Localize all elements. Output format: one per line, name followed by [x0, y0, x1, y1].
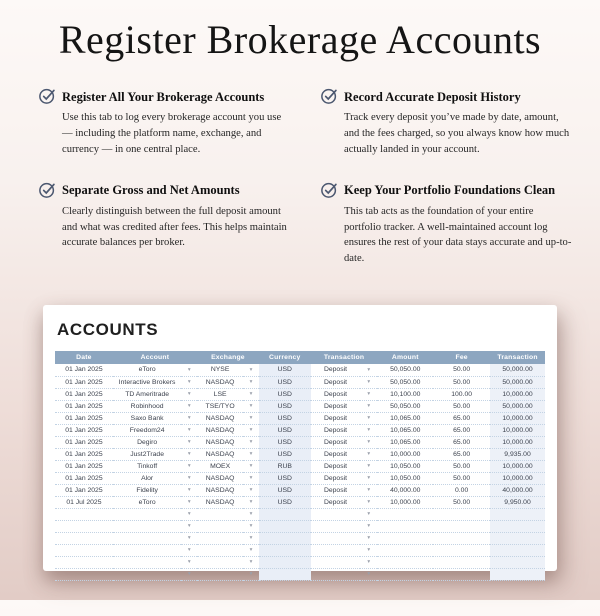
table-row	[55, 376, 545, 388]
table-row	[55, 400, 545, 412]
dropdown-arrow-icon[interactable]: ▾	[367, 571, 371, 578]
table-row	[55, 412, 545, 424]
cell-transaction[interactable]: Deposit	[323, 486, 347, 494]
dropdown-arrow-icon[interactable]: ▾	[367, 487, 371, 494]
cell-currency[interactable]	[259, 508, 311, 520]
column-header-date: Date	[55, 351, 113, 364]
cell-amount[interactable]	[377, 532, 433, 544]
cell-date[interactable]: 01 Jan 2025	[65, 378, 103, 386]
dropdown-arrow-icon[interactable]: ▾	[187, 559, 191, 566]
cell-amount[interactable]	[377, 544, 433, 556]
cell-fee[interactable]: 50.00	[453, 474, 471, 482]
cell-currency[interactable]: USD	[259, 448, 311, 460]
feature-header	[320, 183, 572, 199]
dropdown-arrow-icon[interactable]: ▾	[367, 439, 371, 446]
dropdown-arrow-icon[interactable]: ▾	[249, 499, 253, 506]
feature-header	[38, 89, 290, 105]
cell-exchange[interactable]	[197, 532, 243, 544]
feature-clean-foundations	[320, 183, 572, 268]
cell-fee[interactable]: 0.00	[455, 486, 469, 494]
cell-account[interactable]: Robinhood	[130, 402, 164, 410]
dropdown-arrow-icon[interactable]: ▾	[249, 403, 253, 410]
column-header-currency: Currency	[259, 351, 311, 364]
dropdown-arrow-icon[interactable]: ▾	[249, 571, 253, 578]
cell-net[interactable]: 9,935.00	[490, 448, 545, 460]
cell-account[interactable]: Fidelity	[136, 486, 158, 494]
cell-account[interactable]: Just2Trade	[130, 450, 164, 458]
cell-fee[interactable]	[433, 556, 490, 568]
cell-date[interactable]: 01 Jan 2025	[65, 366, 103, 374]
table-row	[55, 568, 545, 580]
dropdown-arrow-icon[interactable]: ▾	[187, 451, 191, 458]
cell-account[interactable]: Saxo Bank	[130, 414, 164, 422]
cell-date[interactable]: 01 Jan 2025	[65, 462, 103, 470]
accounts-section-title: ACCOUNTS	[57, 320, 159, 340]
accounts-table-header	[55, 351, 545, 364]
cell-account[interactable]: Freedom24	[129, 426, 165, 434]
dropdown-arrow-icon[interactable]: ▾	[187, 379, 191, 386]
cell-transaction[interactable]	[311, 532, 360, 544]
dropdown-arrow-icon[interactable]: ▾	[249, 427, 253, 434]
cell-amount[interactable]: 10,065.00	[390, 438, 421, 446]
feature-gross-net	[38, 183, 290, 268]
dropdown-arrow-icon[interactable]: ▾	[367, 523, 371, 530]
cell-date[interactable]: 01 Jan 2025	[65, 486, 103, 494]
dropdown-arrow-icon[interactable]: ▾	[367, 391, 371, 398]
page-title: Register Brokerage Accounts	[58, 17, 542, 62]
cell-date[interactable]: 01 Jan 2025	[65, 474, 103, 482]
cell-net[interactable]	[490, 556, 545, 568]
table-row	[55, 508, 545, 520]
dropdown-arrow-icon[interactable]: ▾	[367, 379, 371, 386]
cell-currency[interactable]: USD	[259, 412, 311, 424]
dropdown-arrow-icon[interactable]: ▾	[367, 511, 371, 518]
cell-fee[interactable]: 50.00	[453, 378, 471, 386]
table-row	[55, 472, 545, 484]
dropdown-arrow-icon[interactable]: ▾	[187, 535, 191, 542]
dropdown-arrow-icon[interactable]: ▾	[187, 571, 191, 578]
cell-date[interactable]	[55, 532, 113, 544]
header-row	[55, 351, 545, 364]
dropdown-arrow-icon[interactable]: ▾	[249, 547, 253, 554]
feature-body: Track every deposit you’ve made by date, amount, and the fees charged, so you always know how much actually landed in your account.	[344, 112, 570, 155]
cell-exchange[interactable]	[197, 568, 243, 580]
cell-net[interactable]: 10,000.00	[490, 460, 545, 472]
column-header-amount: Amount	[377, 351, 433, 364]
column-header-transaction-net: Transaction	[490, 351, 545, 364]
dropdown-arrow-icon[interactable]: ▾	[187, 547, 191, 554]
table-row	[55, 460, 545, 472]
dropdown-arrow-icon[interactable]: ▾	[187, 403, 191, 410]
cell-exchange[interactable]: NASDAQ	[205, 378, 235, 386]
dropdown-arrow-icon[interactable]: ▾	[367, 415, 371, 422]
dropdown-arrow-icon[interactable]: ▾	[249, 391, 253, 398]
cell-account[interactable]	[113, 520, 182, 532]
cell-exchange[interactable]: NASDAQ	[205, 498, 235, 506]
table-row	[55, 556, 545, 568]
cell-net[interactable]	[490, 544, 545, 556]
cell-exchange[interactable]: MOEX	[210, 462, 231, 470]
cell-amount[interactable]	[377, 556, 433, 568]
cell-transaction[interactable]: Deposit	[323, 366, 347, 374]
cell-date[interactable]: 01 Jan 2025	[65, 438, 103, 446]
feature-register-accounts	[38, 89, 290, 158]
cell-amount[interactable]: 10,065.00	[390, 426, 421, 434]
cell-transaction[interactable]: Deposit	[323, 498, 347, 506]
cell-amount[interactable]: 10,000.00	[390, 450, 421, 458]
dropdown-arrow-icon[interactable]: ▾	[249, 475, 253, 482]
column-header-account: Account	[113, 351, 197, 364]
cell-account[interactable]: eToro	[138, 498, 156, 506]
cell-currency[interactable]	[259, 544, 311, 556]
dropdown-arrow-icon[interactable]: ▾	[367, 559, 371, 566]
cell-account[interactable]: TD Ameritrade	[125, 390, 170, 398]
table-row	[55, 484, 545, 496]
dropdown-arrow-icon[interactable]: ▾	[249, 379, 253, 386]
table-row	[55, 544, 545, 556]
dropdown-arrow-icon[interactable]: ▾	[249, 535, 253, 542]
cell-date[interactable]: 01 Jan 2025	[65, 450, 103, 458]
cell-currency[interactable]	[259, 520, 311, 532]
cell-exchange[interactable]: NYSE	[210, 366, 230, 374]
cell-exchange[interactable]	[197, 520, 243, 532]
cell-currency[interactable]: USD	[259, 364, 311, 376]
cell-date[interactable]: 01 Jan 2025	[65, 390, 103, 398]
cell-exchange[interactable]: NASDAQ	[205, 414, 235, 422]
dropdown-arrow-icon[interactable]: ▾	[187, 511, 191, 518]
dropdown-arrow-icon[interactable]: ▾	[187, 463, 191, 470]
cell-exchange[interactable]	[197, 508, 243, 520]
cell-currency[interactable]: RUB	[259, 460, 311, 472]
cell-fee[interactable]: 100.00	[451, 390, 473, 398]
cell-fee[interactable]: 50.00	[453, 498, 471, 506]
cell-exchange[interactable]: NASDAQ	[205, 486, 235, 494]
cell-net[interactable]: 10,000.00	[490, 388, 545, 400]
dropdown-arrow-icon[interactable]: ▾	[187, 523, 191, 530]
dropdown-arrow-icon[interactable]: ▾	[367, 535, 371, 542]
cell-net[interactable]: 9,950.00	[490, 496, 545, 508]
table-row	[55, 448, 545, 460]
table-row	[55, 388, 545, 400]
check-circle-icon	[38, 87, 56, 105]
cell-account[interactable]	[113, 556, 182, 568]
cell-net[interactable]: 50,000.00	[490, 400, 545, 412]
check-circle-icon	[38, 181, 56, 199]
dropdown-arrow-icon[interactable]: ▾	[249, 463, 253, 470]
cell-fee[interactable]: 65.00	[453, 450, 471, 458]
table-row	[55, 436, 545, 448]
cell-net[interactable]: 10,000.00	[490, 424, 545, 436]
cell-exchange[interactable]	[197, 544, 243, 556]
cell-transaction[interactable]: Deposit	[323, 378, 347, 386]
cell-transaction[interactable]: Deposit	[323, 426, 347, 434]
cell-date[interactable]: 01 Jan 2025	[65, 414, 103, 422]
dropdown-arrow-icon[interactable]: ▾	[249, 559, 253, 566]
cell-transaction[interactable]: Deposit	[323, 438, 347, 446]
dropdown-arrow-icon[interactable]: ▾	[249, 451, 253, 458]
cell-currency[interactable]: USD	[259, 472, 311, 484]
cell-date[interactable]	[55, 508, 113, 520]
accounts-table-body	[55, 364, 545, 580]
cell-date[interactable]	[55, 544, 113, 556]
dropdown-arrow-icon[interactable]: ▾	[187, 427, 191, 434]
table-row	[55, 364, 545, 376]
cell-account[interactable]	[113, 568, 182, 580]
dropdown-arrow-icon[interactable]: ▾	[249, 523, 253, 530]
cell-net[interactable]: 10,000.00	[490, 436, 545, 448]
cell-fee[interactable]: 50.00	[453, 462, 471, 470]
dropdown-arrow-icon[interactable]: ▾	[187, 499, 191, 506]
cell-account[interactable]	[113, 532, 182, 544]
cell-date[interactable]	[55, 556, 113, 568]
cell-transaction[interactable]: Deposit	[323, 450, 347, 458]
feature-header	[38, 183, 290, 199]
cell-fee[interactable]: 65.00	[453, 426, 471, 434]
check-circle-icon	[320, 181, 338, 199]
cell-amount[interactable]: 10,050.00	[390, 462, 421, 470]
cell-amount[interactable]	[377, 508, 433, 520]
dropdown-arrow-icon[interactable]: ▾	[367, 547, 371, 554]
feature-deposit-history	[320, 89, 572, 158]
dropdown-arrow-icon[interactable]: ▾	[249, 366, 253, 373]
cell-exchange[interactable]: NASDAQ	[205, 438, 235, 446]
cell-account[interactable]: eToro	[138, 366, 156, 374]
cell-exchange[interactable]: NASDAQ	[205, 426, 235, 434]
cell-net[interactable]: 50,000.00	[490, 376, 545, 388]
cell-fee[interactable]	[433, 520, 490, 532]
dropdown-arrow-icon[interactable]: ▾	[187, 439, 191, 446]
feature-title: Register All Your Brokerage Accounts	[62, 89, 265, 104]
cell-net[interactable]	[490, 568, 545, 580]
feature-body: Use this tab to log every brokerage account you use — including the platform name, exchange, and currency — in one central place.	[62, 112, 282, 155]
cell-net[interactable]: 10,000.00	[490, 412, 545, 424]
cell-fee[interactable]	[433, 508, 490, 520]
cell-fee[interactable]: 50.00	[453, 366, 471, 374]
cell-account[interactable]	[113, 508, 182, 520]
column-header-fee: Fee	[433, 351, 490, 364]
dropdown-arrow-icon[interactable]: ▾	[249, 487, 253, 494]
cell-currency[interactable]: USD	[259, 496, 311, 508]
dropdown-arrow-icon[interactable]: ▾	[249, 439, 253, 446]
cell-amount[interactable]: 40,000.00	[390, 486, 421, 494]
cell-amount[interactable]	[377, 568, 433, 580]
cell-currency[interactable]: USD	[259, 436, 311, 448]
cell-account[interactable]: Tinkoff	[137, 462, 158, 470]
cell-fee[interactable]: 65.00	[453, 414, 471, 422]
cell-fee[interactable]: 50.00	[453, 402, 471, 410]
cell-account[interactable]: Degiro	[137, 438, 158, 446]
cell-exchange[interactable]: NASDAQ	[205, 474, 235, 482]
dropdown-arrow-icon[interactable]: ▾	[367, 366, 371, 373]
cell-transaction[interactable]: Deposit	[323, 414, 347, 422]
cell-currency[interactable]: USD	[259, 484, 311, 496]
dropdown-arrow-icon[interactable]: ▾	[187, 415, 191, 422]
cell-net[interactable]: 10,000.00	[490, 472, 545, 484]
cell-fee[interactable]: 65.00	[453, 438, 471, 446]
feature-title: Keep Your Portfolio Foundations Clean	[344, 183, 556, 198]
dropdown-arrow-icon[interactable]: ▾	[187, 391, 191, 398]
dropdown-arrow-icon[interactable]: ▾	[367, 403, 371, 410]
dropdown-arrow-icon[interactable]: ▾	[367, 463, 371, 470]
check-circle-icon	[320, 87, 338, 105]
feature-title: Record Accurate Deposit History	[344, 89, 521, 104]
feature-body: Clearly distinguish between the full deposit amount and what was credited after fees. This helps maintain accurate balances per broker.	[62, 205, 287, 249]
dropdown-arrow-icon[interactable]: ▾	[187, 487, 191, 494]
cell-net[interactable]	[490, 520, 545, 532]
cell-net[interactable]: 40,000.00	[490, 484, 545, 496]
feature-title: Separate Gross and Net Amounts	[62, 183, 240, 198]
cell-fee[interactable]	[433, 532, 490, 544]
cell-transaction[interactable]	[311, 556, 360, 568]
cell-net[interactable]	[490, 532, 545, 544]
feature-body: This tab acts as the foundation of your entire portfolio tracker. A well-maintained account log ensures the rest of your data stays accurate and up-to-date.	[344, 205, 572, 265]
cell-account[interactable]: Alor	[141, 474, 154, 482]
cell-exchange[interactable]: LSE	[213, 390, 227, 398]
dropdown-arrow-icon[interactable]: ▾	[187, 366, 191, 373]
table-row	[55, 496, 545, 508]
cell-transaction[interactable]: Deposit	[323, 462, 347, 470]
cell-transaction[interactable]	[311, 520, 360, 532]
cell-transaction[interactable]	[311, 508, 360, 520]
cell-exchange[interactable]: TSE/TYO	[205, 402, 235, 410]
table-row	[55, 520, 545, 532]
dropdown-arrow-icon[interactable]: ▾	[249, 511, 253, 518]
cell-date[interactable]: 01 Jul 2025	[66, 498, 102, 506]
cell-amount[interactable]: 50,050.00	[390, 366, 421, 374]
cell-amount[interactable]: 50,050.00	[390, 402, 421, 410]
cell-account[interactable]	[113, 544, 182, 556]
dropdown-arrow-icon[interactable]: ▾	[367, 499, 371, 506]
cell-account[interactable]: Interactive Brokers	[118, 378, 176, 386]
cell-net[interactable]: 50,000.00	[490, 364, 545, 376]
accounts-card	[43, 305, 557, 578]
cell-date[interactable]: 01 Jan 2025	[65, 426, 103, 434]
cell-currency[interactable]: USD	[259, 388, 311, 400]
cell-amount[interactable]: 10,100.00	[390, 390, 421, 398]
cell-currency[interactable]: USD	[259, 400, 311, 412]
column-header-transaction: Transaction	[311, 351, 378, 364]
cell-date[interactable]: 01 Jan 2025	[65, 402, 103, 410]
cell-transaction[interactable]	[311, 544, 360, 556]
cell-amount[interactable]: 10,065.00	[390, 414, 421, 422]
table-row	[55, 424, 545, 436]
dropdown-arrow-icon[interactable]: ▾	[249, 415, 253, 422]
accounts-table	[55, 351, 545, 581]
feature-grid	[38, 89, 572, 267]
cell-currency[interactable]: USD	[259, 376, 311, 388]
cell-transaction[interactable]: Deposit	[323, 390, 347, 398]
cell-fee[interactable]	[433, 568, 490, 580]
column-header-exchange: Exchange	[197, 351, 259, 364]
cell-amount[interactable]	[377, 520, 433, 532]
dropdown-arrow-icon[interactable]: ▾	[187, 475, 191, 482]
cell-currency[interactable]	[259, 532, 311, 544]
feature-header	[320, 89, 572, 105]
table-row	[55, 532, 545, 544]
dropdown-arrow-icon[interactable]: ▾	[367, 475, 371, 482]
cell-date[interactable]	[55, 568, 113, 580]
cell-transaction[interactable]	[311, 568, 360, 580]
cell-transaction[interactable]: Deposit	[323, 474, 347, 482]
cell-transaction[interactable]: Deposit	[323, 402, 347, 410]
cell-net[interactable]	[490, 508, 545, 520]
cell-currency[interactable]: USD	[259, 424, 311, 436]
cell-fee[interactable]	[433, 544, 490, 556]
dropdown-arrow-icon[interactable]: ▾	[367, 427, 371, 434]
dropdown-arrow-icon[interactable]: ▾	[367, 451, 371, 458]
cell-currency[interactable]	[259, 556, 311, 568]
cell-amount[interactable]: 10,050.00	[390, 474, 421, 482]
cell-exchange[interactable]: NASDAQ	[205, 450, 235, 458]
cell-exchange[interactable]	[197, 556, 243, 568]
cell-amount[interactable]: 10,000.00	[390, 498, 421, 506]
cell-amount[interactable]: 50,050.00	[390, 378, 421, 386]
cell-currency[interactable]	[259, 568, 311, 580]
cell-date[interactable]	[55, 520, 113, 532]
